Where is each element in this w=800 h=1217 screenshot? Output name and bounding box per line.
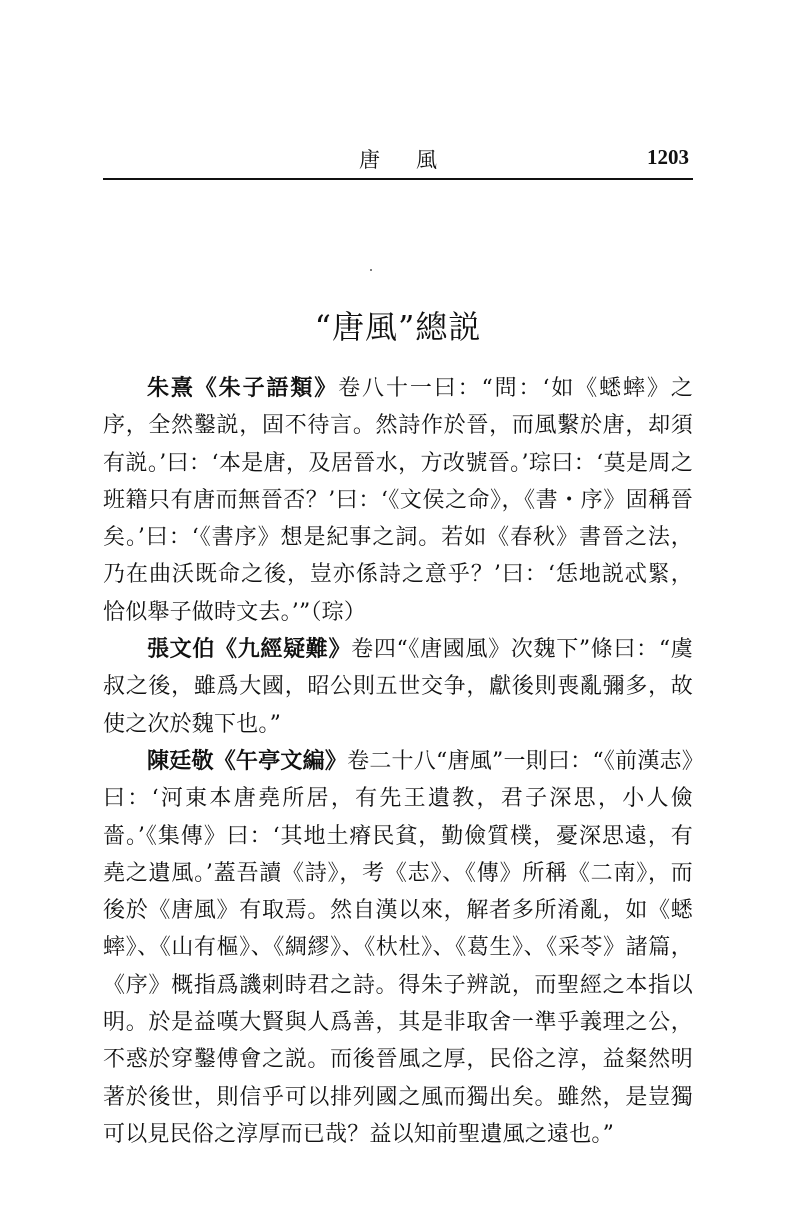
paragraph-chen-tingjing — [103, 743, 693, 1153]
speck — [370, 269, 372, 271]
paragraph-author: 張文伯《九經疑難》 — [147, 637, 352, 663]
paragraph-text: 卷二十八“唐風”一則曰：“《前漢志》曰：‘河東本唐堯所居，有先王遺教，君子深思，小人儉嗇。’《集傳》曰：‘其地土瘠民貧，勤儉質樸，憂深思遠，有堯之遺風。’蓋吾讀《詩》，考《志》、《傳》所稱《二南》，而後於《唐風》有取焉。然自漢以來，解者多所淆亂，如《蟋蟀》、《山有樞》、《綢繆》、《杕杜》、《葛生》、《采苓》諸篇，《序》概指爲譏刺時君之詩。得朱子辨説，而聖經之本指以明。於是益嘆大賢與人爲善，其是非取舍一準乎義理之公，不惑於穿鑿傅會之説。而後晉風之厚，民俗之淳，益粲然明著於後世，則信乎可以排列國之風而獨出矣。雖然，是豈獨可以見民俗之淳厚而已哉？益以知前聖遺風之遠也。” — [103, 748, 693, 1147]
page-number: 1203 — [647, 145, 689, 169]
section-title: “唐風”總説 — [314, 308, 482, 346]
header-rule — [103, 178, 693, 180]
paragraph-author: 朱熹《朱子語類》 — [147, 376, 339, 401]
running-title: 唐風 — [359, 148, 473, 172]
body-text — [103, 370, 693, 1153]
paragraph-author: 陳廷敬《午亭文編》 — [147, 748, 348, 774]
paragraph-text: 卷四“《唐國風》次魏下”條曰：“虞叔之後，雖爲大國，昭公則五世交争，獻後則喪亂彌多，故使之次於魏下也。” — [103, 637, 693, 737]
page-header — [103, 138, 693, 178]
paragraph-zhang-wenbo — [103, 631, 693, 743]
paragraph-zhu-xi — [103, 370, 693, 631]
paragraph-text: 卷八十一曰：“問：‘如《蟋蟀》之序，全然鑿説，固不待言。然詩作於晉，而風繫於唐，却須有説。’曰：‘本是唐，及居晉水，方改號晉。’琮曰：‘莫是周之班籍只有唐而無晉否？’曰：‘《文侯之命》，《書・序》固稱晉矣。’曰：‘《書序》想是紀事之詞。若如《春秋》書晉之法，乃在曲沃既命之後，豈亦係詩之意乎？’曰：‘恁地説忒緊，恰似舉子做時文去。’”（琮） — [103, 376, 693, 625]
